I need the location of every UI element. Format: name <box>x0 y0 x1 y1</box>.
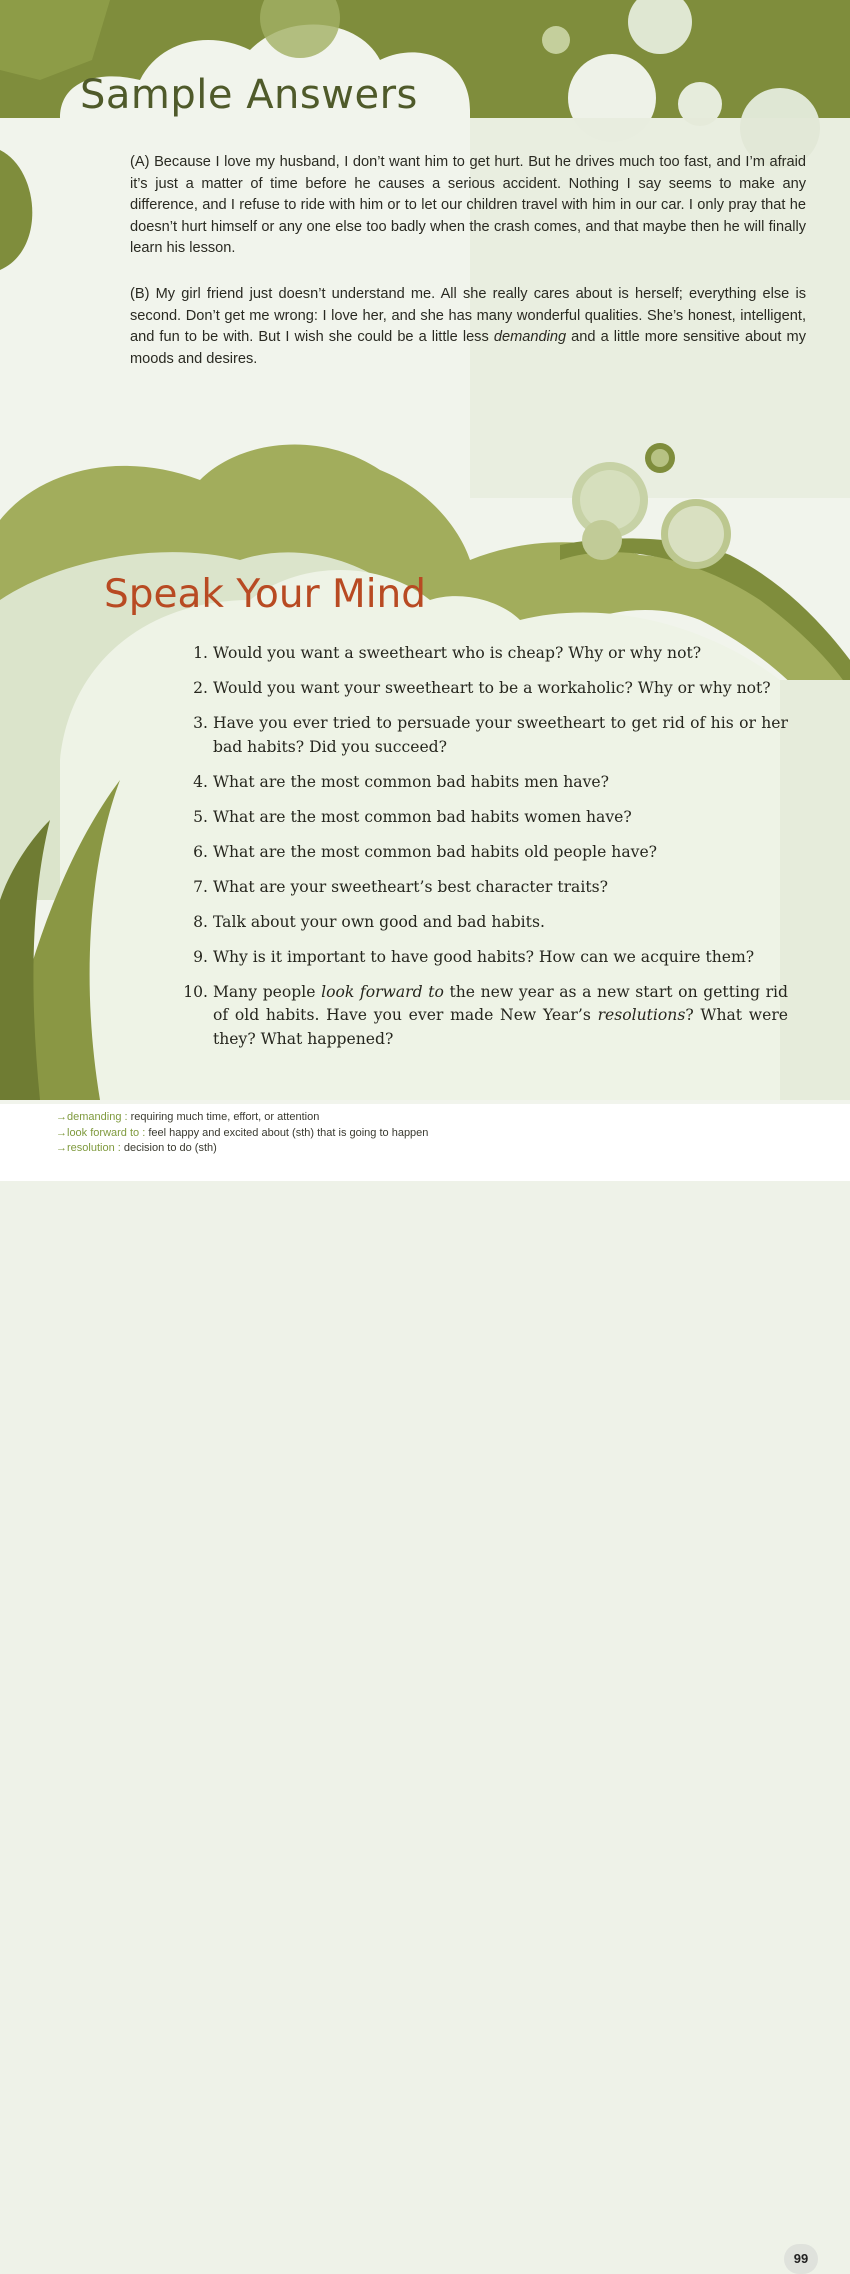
question-text: Would you want a sweetheart who is cheap? Why or why not? <box>212 644 702 662</box>
question-italic-term: look forward to <box>321 982 444 1001</box>
question-text: What are the most common bad habits men have? <box>212 772 609 791</box>
question-item <box>168 677 788 701</box>
glossary-entry <box>56 1110 428 1126</box>
question-number: 10. <box>183 982 208 1001</box>
question-item <box>168 642 788 666</box>
question-item <box>168 841 788 865</box>
glossary-definition: decision to do (sth) <box>123 1142 217 1154</box>
glossary-term: →demanding : <box>56 1111 128 1123</box>
page-title-sample-answers: Sample Answers <box>80 72 418 118</box>
glossary-definition: feel happy and excited about (sth) that is going to happen <box>148 1126 429 1139</box>
question-item <box>168 712 788 759</box>
question-number: 5. <box>193 807 208 826</box>
sample-answer-b <box>130 284 806 370</box>
question-text: Would you want your sweetheart to be a workaholic? Why or why not? <box>212 679 771 697</box>
discussion-question-list <box>168 642 788 1063</box>
question-text: Talk about your own good and bad habits. <box>212 912 545 931</box>
question-number: 9. <box>193 947 208 966</box>
page-number: 99 <box>784 2244 818 2274</box>
glossary-entry <box>56 1126 428 1142</box>
question-item <box>168 981 788 1052</box>
question-text <box>213 981 788 1052</box>
question-text: What are your sweetheart’s best character traits? <box>212 877 608 896</box>
question-item <box>168 911 788 935</box>
question-item <box>168 876 788 900</box>
answer-b-italic-term: demanding <box>493 329 567 345</box>
question-text: What are the most common bad habits women have? <box>212 807 632 826</box>
question-number: 1. <box>193 644 208 662</box>
question-item <box>168 946 788 970</box>
answer-b-text-before: My girl friend just doesn’t understand me. All she really cares about is herself; everything else is second. Don’t get me wrong: I love her, and she has many wonderful qualities. She’s honest, intelligent, and fun to be with. But I wish she could be a little less <box>130 286 806 345</box>
answer-a-text: Because I love my husband, I don’t want him to get hurt. But he drives much too fast, and I’m afraid it’s just a matter of time before he causes a serious accident. Nothing I say seems to make any difference, and I refuse to ride with him or to let our children travel with him in our car. I only pray that he doesn’t hurt himself or any one else too badly when the crash comes, and that maybe then he will finally learn his lesson. <box>130 154 806 256</box>
question-number: 8. <box>193 912 208 931</box>
question-number: 6. <box>193 842 208 861</box>
question-number: 2. <box>193 679 208 697</box>
question-item <box>168 771 788 795</box>
glossary-term: →resolution : <box>56 1142 121 1154</box>
question-number: 4. <box>193 772 208 791</box>
glossary-entry <box>56 1141 428 1157</box>
glossary-footer <box>0 1104 850 2266</box>
question-text: What are the most common bad habits old people have? <box>212 842 658 861</box>
question-text-part: the new year as a new start on getting rid of old habits. Have you ever made New Year’s <box>212 982 788 1024</box>
answer-a-label: (A) <box>130 154 150 170</box>
glossary-list <box>56 1110 428 1157</box>
question-number: 3. <box>193 714 208 732</box>
question-text-part: Many people <box>212 982 316 1001</box>
question-text: Have you ever tried to persuade your sweetheart to get rid of his or her bad habits? Did you succeed? <box>212 714 788 756</box>
glossary-term: →look forward to : <box>56 1126 146 1139</box>
question-text: Why is it important to have good habits? How can we acquire them? <box>212 947 755 966</box>
section-title-speak-your-mind: Speak Your Mind <box>104 572 426 617</box>
question-text-part: ? What were they? What happened? <box>212 1006 788 1048</box>
sample-answer-a <box>130 152 806 260</box>
glossary-definition: requiring much time, effort, or attention <box>130 1111 320 1123</box>
question-italic-term: resolutions <box>597 1006 686 1024</box>
answer-b-label: (B) <box>130 286 150 302</box>
answer-b-text-after: and a little more sensitive about my moods and desires. <box>130 329 806 367</box>
question-number: 7. <box>193 877 208 896</box>
question-item <box>168 806 788 830</box>
